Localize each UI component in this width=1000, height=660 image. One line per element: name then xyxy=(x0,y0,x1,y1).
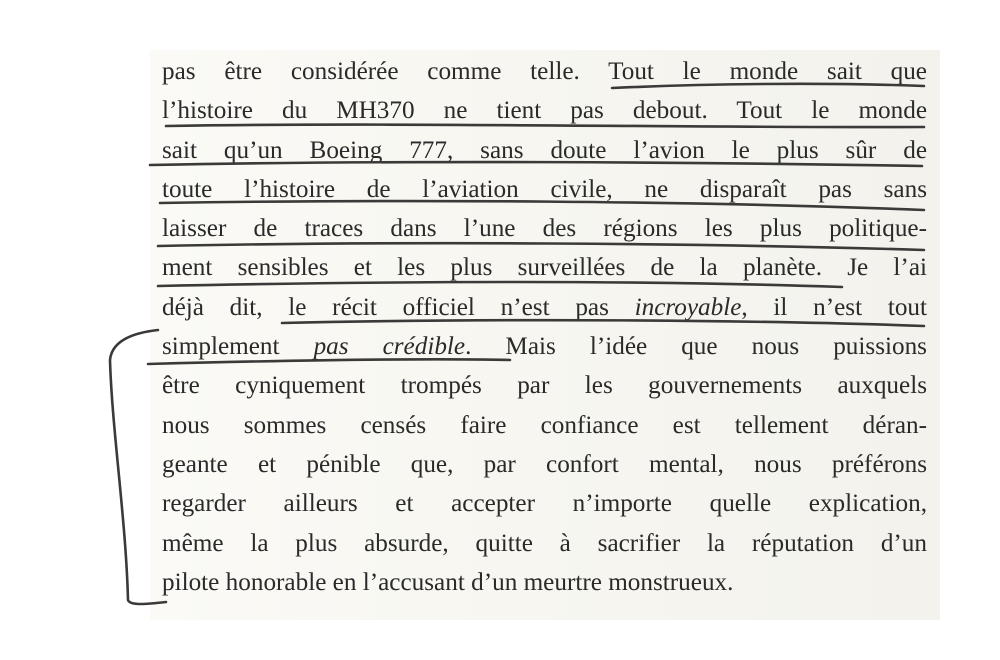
text-run: laisser de traces dans l’une des régions les plus politique- xyxy=(162,215,927,243)
text-run: nous sommes censés faire confiance est tellement déran- xyxy=(162,411,927,439)
text-run: toute l’histoire de l’aviation civile, ne disparaît pas sans xyxy=(162,175,927,203)
text-line xyxy=(162,366,927,405)
text-line xyxy=(162,248,927,287)
text-run: ment sensibles et les plus surveillées de la planète. Je l’ai xyxy=(162,254,927,282)
text-line xyxy=(162,209,927,248)
text-run: pilote honorable en l’accusant d’un meurtre monstrueux. xyxy=(162,568,734,596)
text-run: être cyniquement trompés par les gouvernements auxquels xyxy=(162,372,927,400)
text-run: même la plus absurde, quitte à sacrifier la réputation d’un xyxy=(162,529,927,557)
text-run: déjà dit, le récit officiel n’est pas xyxy=(162,293,635,321)
text-run: regarder ailleurs et accepter n’importe quelle explication, xyxy=(162,490,927,518)
italic-run: pas crédible xyxy=(313,333,466,361)
text-line xyxy=(162,524,927,563)
text-run: sait qu’un Boeing 777, sans doute l’avion le plus sûr de xyxy=(162,136,927,164)
text-run: simplement xyxy=(162,333,314,361)
text-line xyxy=(162,131,927,170)
text-line xyxy=(162,406,927,445)
text-line xyxy=(162,91,927,130)
text-line xyxy=(162,52,927,91)
text-run: pas être considérée comme telle. Tout le monde sait que xyxy=(162,58,927,85)
text-run: . Mais l’idée que nous puissions xyxy=(465,333,927,361)
text-run: l’histoire du MH370 ne tient pas debout. Tout le monde xyxy=(162,97,927,125)
italic-run: incroyable xyxy=(634,293,742,321)
text-line xyxy=(162,563,927,602)
text-line xyxy=(162,327,927,366)
text-line xyxy=(162,484,927,523)
text-run: geante et pénible que, par confort mental, nous préférons xyxy=(162,450,927,478)
text-line xyxy=(162,170,927,209)
text-run: , il n’est tout xyxy=(741,293,928,321)
text-line xyxy=(162,445,927,484)
text-line xyxy=(162,288,927,327)
book-paragraph xyxy=(162,52,927,602)
